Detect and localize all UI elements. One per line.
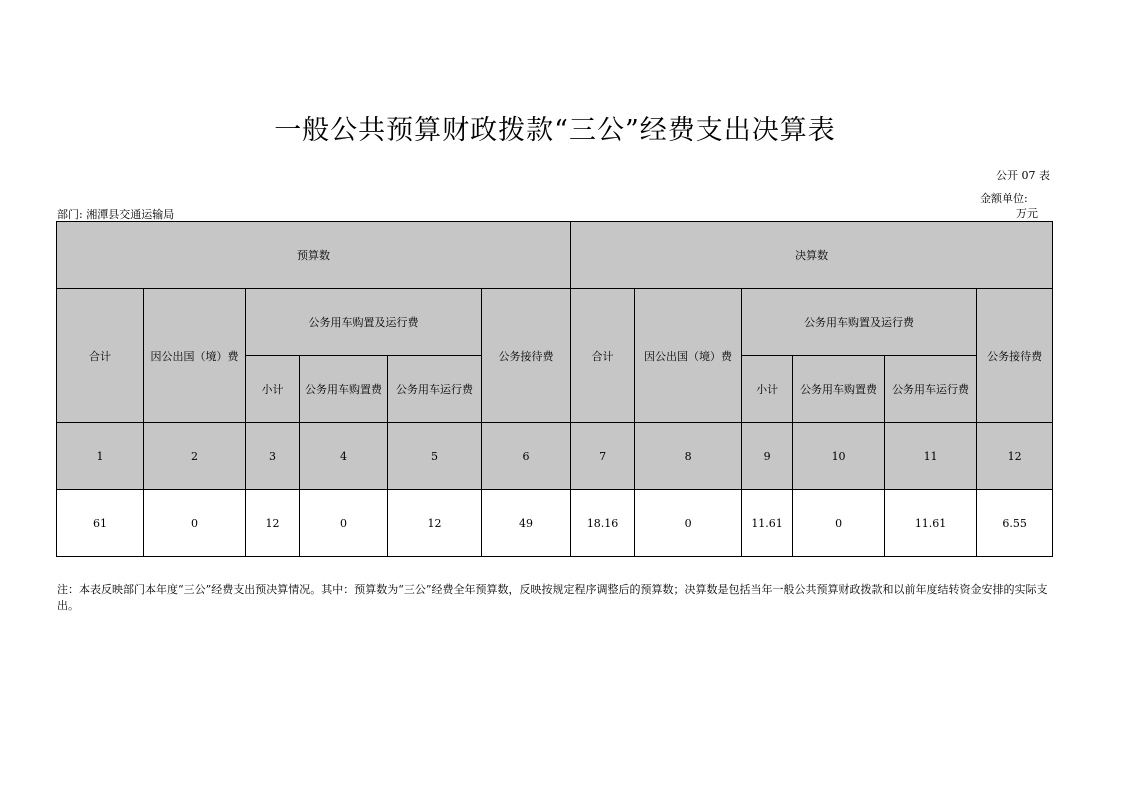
col-number: 8	[635, 423, 742, 490]
department-label: 部门: 湘潭县交通运输局	[57, 208, 175, 221]
col-number: 7	[571, 423, 635, 490]
column-header-row	[57, 289, 1053, 356]
column-number-row	[57, 423, 1053, 490]
col-number: 5	[388, 423, 482, 490]
unit-label: 金额单位:	[980, 192, 1028, 205]
table-cell: 18.16	[571, 490, 635, 557]
header-budget-total: 合计	[57, 289, 144, 423]
table-cell: 12	[246, 490, 300, 557]
expenditure-table	[56, 221, 1053, 557]
col-number: 4	[300, 423, 388, 490]
header-budget-vehicle-purchase: 公务用车购置费	[300, 356, 388, 423]
col-number: 12	[977, 423, 1053, 490]
table-cell: 0	[635, 490, 742, 557]
col-number: 3	[246, 423, 300, 490]
header-budget-reception: 公务接待费	[482, 289, 571, 423]
unit-value: 万元	[1016, 207, 1038, 220]
table-cell: 6.55	[977, 490, 1053, 557]
page-title: 一般公共预算财政拨款“三公”经费支出决算表	[274, 115, 836, 146]
footnote: 注：本表反映部门本年度“三公”经费支出预决算情况。其中：预算数为“三公”经费全年预算数，反映按规定程序调整后的预算数；决算数是包括当年一般公共预算财政拨款和以前年度结转资金安排的实际支出。	[57, 583, 1048, 612]
header-final-vehicle: 公务用车购置及运行费	[742, 289, 977, 356]
table-cell: 61	[57, 490, 144, 557]
col-number: 2	[144, 423, 246, 490]
header-budget-subtotal: 小计	[246, 356, 300, 423]
table-cell: 49	[482, 490, 571, 557]
value-row	[57, 490, 1053, 557]
group-final: 决算数	[571, 222, 1053, 289]
group-budget: 预算数	[57, 222, 571, 289]
col-number: 11	[885, 423, 977, 490]
table-cell: 0	[793, 490, 885, 557]
header-final-vehicle-purchase: 公务用车购置费	[793, 356, 885, 423]
header-budget-abroad: 因公出国（境）费	[144, 289, 246, 423]
header-final-reception: 公务接待费	[977, 289, 1053, 423]
col-number: 1	[57, 423, 144, 490]
header-final-total: 合计	[571, 289, 635, 423]
header-final-abroad: 因公出国（境）费	[635, 289, 742, 423]
col-number: 6	[482, 423, 571, 490]
col-number: 9	[742, 423, 793, 490]
table-cell: 0	[300, 490, 388, 557]
table-cell: 11.61	[885, 490, 977, 557]
header-budget-vehicle-operation: 公务用车运行费	[388, 356, 482, 423]
table-cell: 11.61	[742, 490, 793, 557]
table-cell: 0	[144, 490, 246, 557]
col-number: 10	[793, 423, 885, 490]
header-final-vehicle-operation: 公务用车运行费	[885, 356, 977, 423]
group-header-row	[57, 222, 1053, 289]
report-number: 公开 07 表	[996, 169, 1050, 182]
header-budget-vehicle: 公务用车购置及运行费	[246, 289, 482, 356]
table-cell: 12	[388, 490, 482, 557]
header-final-subtotal: 小计	[742, 356, 793, 423]
